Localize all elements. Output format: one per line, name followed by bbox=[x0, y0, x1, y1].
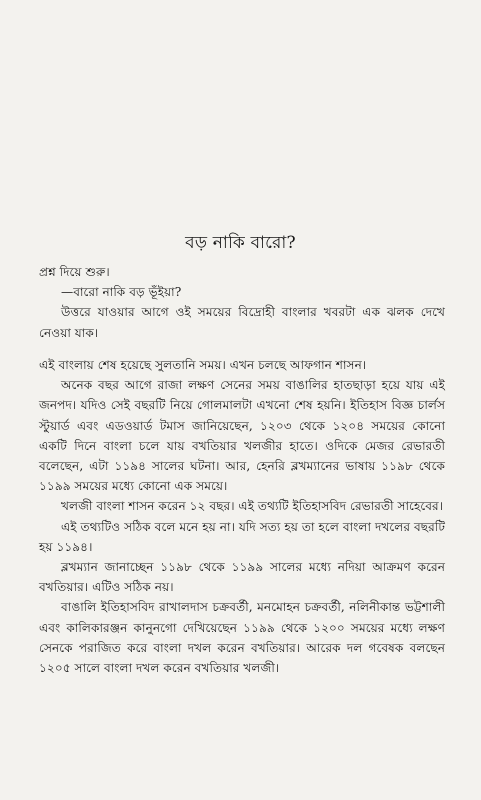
intro-line-lead: উত্তরে যাওয়ার আগে ওই সময়ের বিদ্রোহী বাংলার খবরটা এক ঝলক দেখে নেওয়া যাক। bbox=[39, 305, 445, 340]
intro-line-dialogue: —বারো নাকি বড় ভূঁইয়া? bbox=[61, 285, 182, 300]
paragraph-khalji-rule: খলজী বাংলা শাসন করেন ১২ বছর। এই তথ্যটি ইতিহাসবিদ রেভারতী সাহেবের। bbox=[61, 499, 444, 514]
paragraph-blochmann: ব্লখম্যান জানাচ্ছেন ১১৯৮ থেকে ১১৯৯ সালের মধ্যে নদিয়া আক্রমণ করেন বখতিয়ার। এটিও সঠিক নয়। bbox=[39, 560, 445, 595]
paragraph-afghan-rule: এই বাংলায় শেষ হয়েছে সুলতানি সময়। এখন চলছে আফগান শাসন। bbox=[39, 358, 367, 372]
paragraph-doubt: এই তথ্যটিও সঠিক বলে মনে হয় না। যদি সত্য হয় তা হলে বাংলা দখলের বছরটি হয় ১১৯৪। bbox=[39, 519, 445, 554]
main-text-block bbox=[39, 355, 445, 678]
intro-block bbox=[39, 262, 445, 343]
paragraph-conquest-dates: অনেক বছর আগে রাজা লক্ষণ সেনের সময় বাঙালির হাতছাড়া হয়ে যায় এই জনপদ। যদিও সেই বছরটি নিয়ে গোলমালটা এখনো শেষ হয়নি। ইতিহাস বিজ্ঞ চার্লস স্টুয়ার্ড এবং এডওয়ার্ড টমাস জানিয়েছেন, ১২০৩ থেকে ১২০৪ সময়ের কোনো একটি দিনে বাংলা চলে যায় বখতিয়ার খলজীর হাতে। ওদিকে মেজর রেভারতী বলেছেন, এটা ১১৯৪ সালের ঘটনা। আর, হেনরি ব্লখম্যানের ভাষায় ১১৯৮ থেকে ১১৯৯ সময়ের মধ্যে কোনো এক সময়ে। bbox=[39, 378, 445, 494]
intro-line-question: প্রশ্ন দিয়ে শুরু। bbox=[39, 265, 110, 279]
chapter-title: বড় নাকি বারো? bbox=[185, 233, 296, 253]
paragraph-bengali-historians: বাঙালি ইতিহাসবিদ রাখালদাস চক্রবর্তী, মনমোহন চক্রবর্তী, নলিনীকান্ত ভট্টশালী এবং কালিকারঞ্জন কানুনগো দেখিয়েছেন ১১৯৯ থেকে ১২০০ সময়ের মধ্যে লক্ষণ সেনকে পরাজিত করে বাংলা দখল করেন বখতিয়ার। আরেক দল গবেষক বলছেন ১২০৫ সালে বাংলা দখল করেন বখতিয়ার খলজী। bbox=[39, 600, 445, 676]
